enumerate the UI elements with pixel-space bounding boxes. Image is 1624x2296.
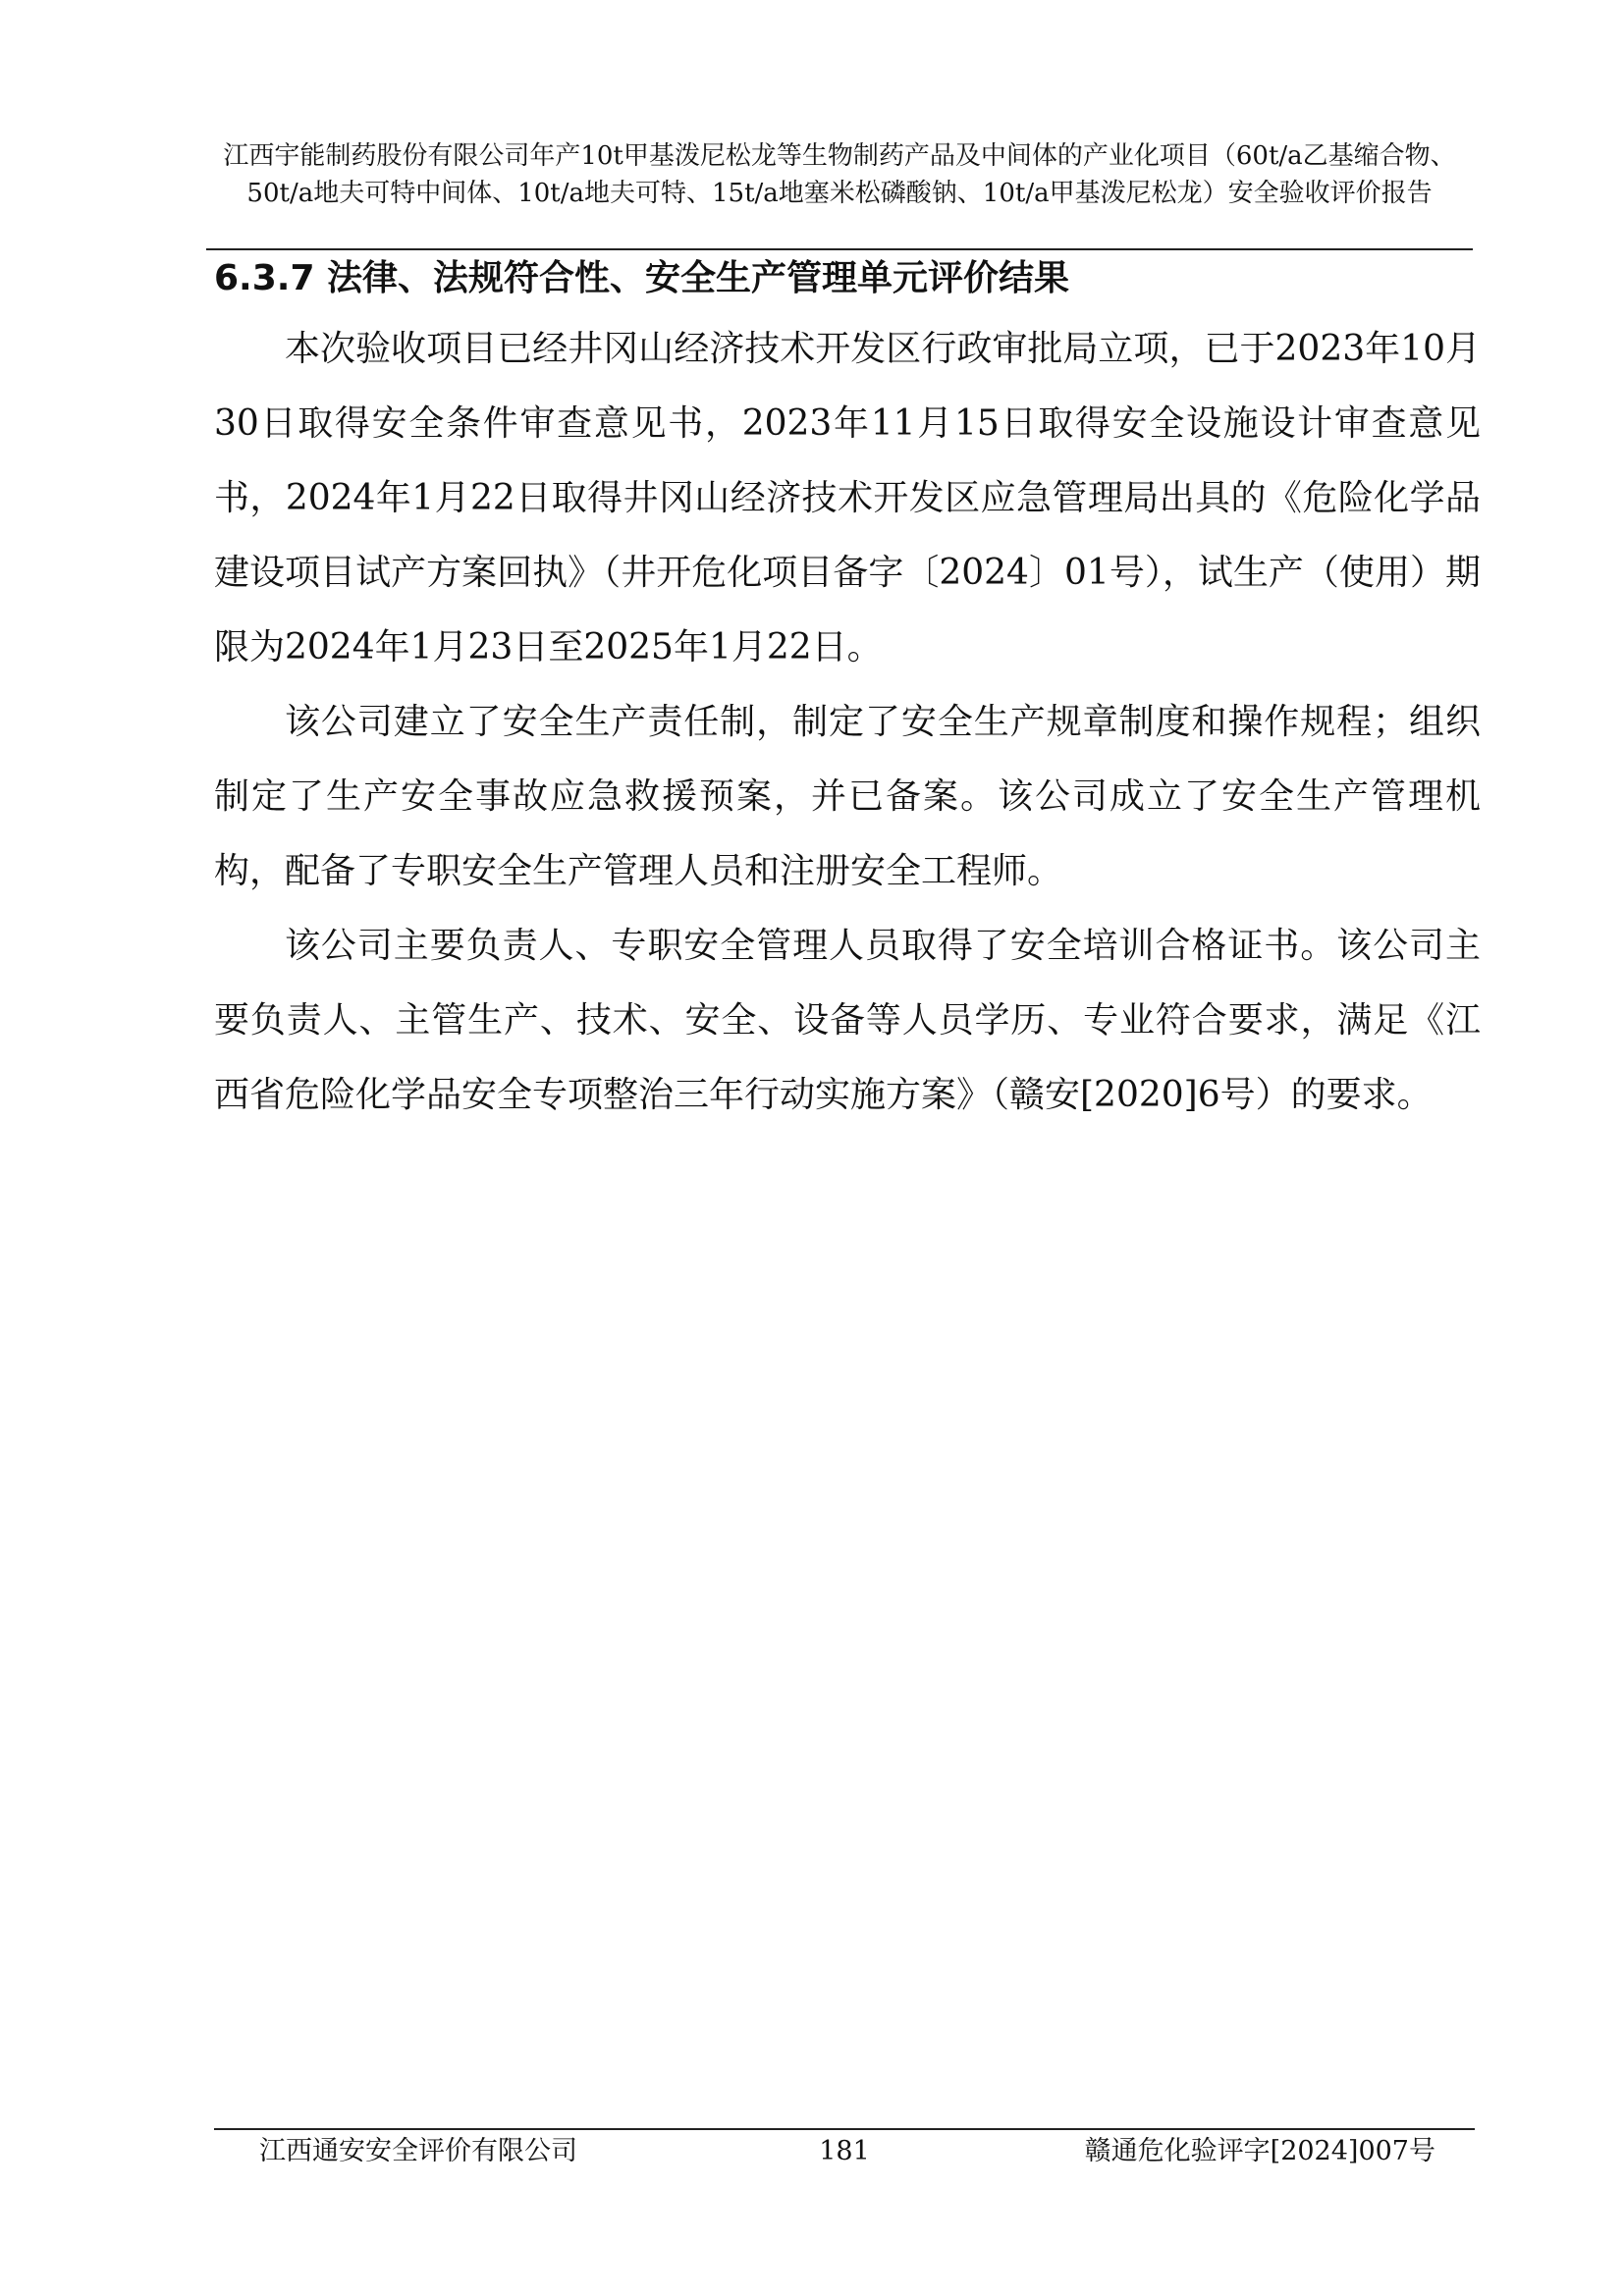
page-header: 江西宇能制药股份有限公司年产10t甲基泼尼松龙等生物制药产品及中间体的产业化项目（60t/a乙基缩合物、50t/a地夫可特中间体、10t/a地夫可特、15t/a地塞米松磷酸钠、10t/a甲基泼尼松龙）安全验收评价报告 — [223, 141, 1456, 208]
paragraph-1: 本次验收项目已经井冈山经济技术开发区行政审批局立项，已于2023年10月30日取得安全条件审查意见书，2023年11月15日取得安全设施设计审查意见书，2024年1月22日取得井冈山经济技术开发区应急管理局出具的《危险化学品建设项目试产方案回执》（井开危化项目备字〔2024〕01号），试生产（使用）期限为2024年1月23日至2025年1月22日。 — [214, 329, 1481, 667]
section-heading: 6.3.7 法律、法规符合性、安全生产管理单元评价结果 — [214, 258, 1070, 298]
footer-divider — [214, 2128, 1475, 2130]
footer-company: 江西通安安全评价有限公司 — [259, 2136, 577, 2166]
paragraph-3: 该公司主要负责人、专职安全管理人员取得了安全培训合格证书。该公司主要负责人、主管生产、技术、安全、设备等人员学历、专业符合要求，满足《江西省危险化学品安全专项整治三年行动实施方案》（赣安[2020]6号）的要求。 — [214, 926, 1481, 1115]
header-divider — [206, 248, 1473, 250]
paragraph-2: 该公司建立了安全生产责任制，制定了安全生产规章制度和操作规程；组织制定了生产安全事故应急救援预案，并已备案。该公司成立了安全生产管理机构，配备了专职安全生产管理人员和注册安全工程师。 — [214, 702, 1481, 891]
section-body — [214, 312, 1481, 1133]
page-footer — [214, 2132, 1475, 2171]
page-number: 181 — [819, 2136, 870, 2166]
footer-document-number: 赣通危化验评字[2024]007号 — [1084, 2136, 1435, 2166]
